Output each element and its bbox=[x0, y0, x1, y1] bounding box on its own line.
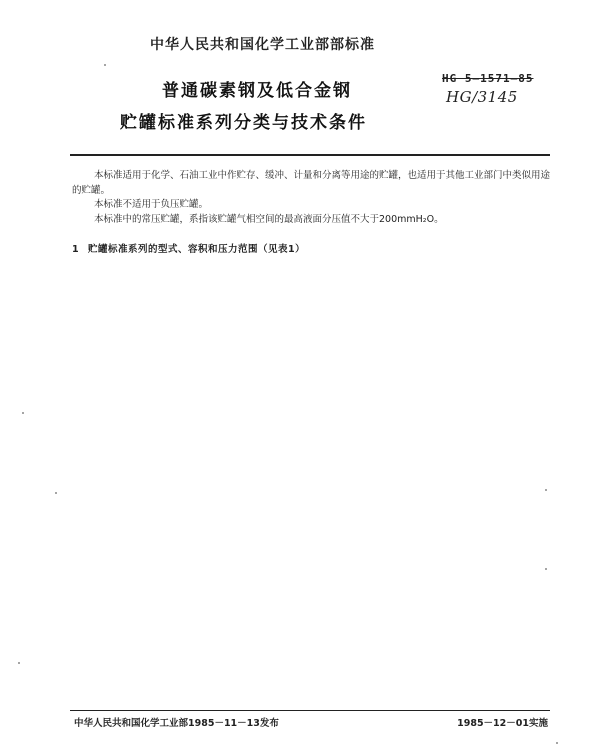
handwritten-standard-code: HG/3145 bbox=[446, 88, 518, 106]
standard-title-line-1: 普通碳素钢及低合金钢 bbox=[162, 81, 352, 101]
section-heading bbox=[72, 241, 305, 255]
scope-paragraph: 本标准适用于化学、石油工业中作贮存、缓冲、计量和分离等用途的贮罐，也适用于其他工业部门中类似用途的贮罐。 bbox=[72, 170, 551, 196]
standard-title-line-2: 贮罐标准系列分类与技术条件 bbox=[120, 113, 367, 133]
effective-date: 1985－12－01实施 bbox=[457, 718, 548, 729]
exclusion-paragraph: 本标准不适用于负压贮罐。 bbox=[94, 199, 209, 210]
issuer-heading: 中华人民共和国化学工业部部标准 bbox=[150, 37, 375, 53]
scan-speck bbox=[545, 568, 547, 570]
old-standard-code: HG 5—1571—85 bbox=[442, 72, 534, 85]
scan-speck bbox=[18, 662, 20, 664]
scan-speck bbox=[545, 489, 547, 491]
scan-speck bbox=[55, 492, 57, 494]
scan-speck bbox=[104, 64, 106, 66]
scan-speck bbox=[22, 412, 24, 414]
footer-divider bbox=[70, 710, 550, 711]
header-divider bbox=[70, 154, 550, 156]
section-number: 1 bbox=[72, 244, 80, 255]
section-title: 贮罐标准系列的型式、容积和压力范围（见表1） bbox=[88, 244, 306, 255]
scan-speck bbox=[556, 742, 558, 744]
definition-paragraph: 本标准中的常压贮罐，系指该贮罐气相空间的最高液面分压值不大于200mmH₂O。 bbox=[94, 214, 444, 225]
issue-date: 中华人民共和国化学工业部1985－11－13发布 bbox=[74, 718, 279, 729]
